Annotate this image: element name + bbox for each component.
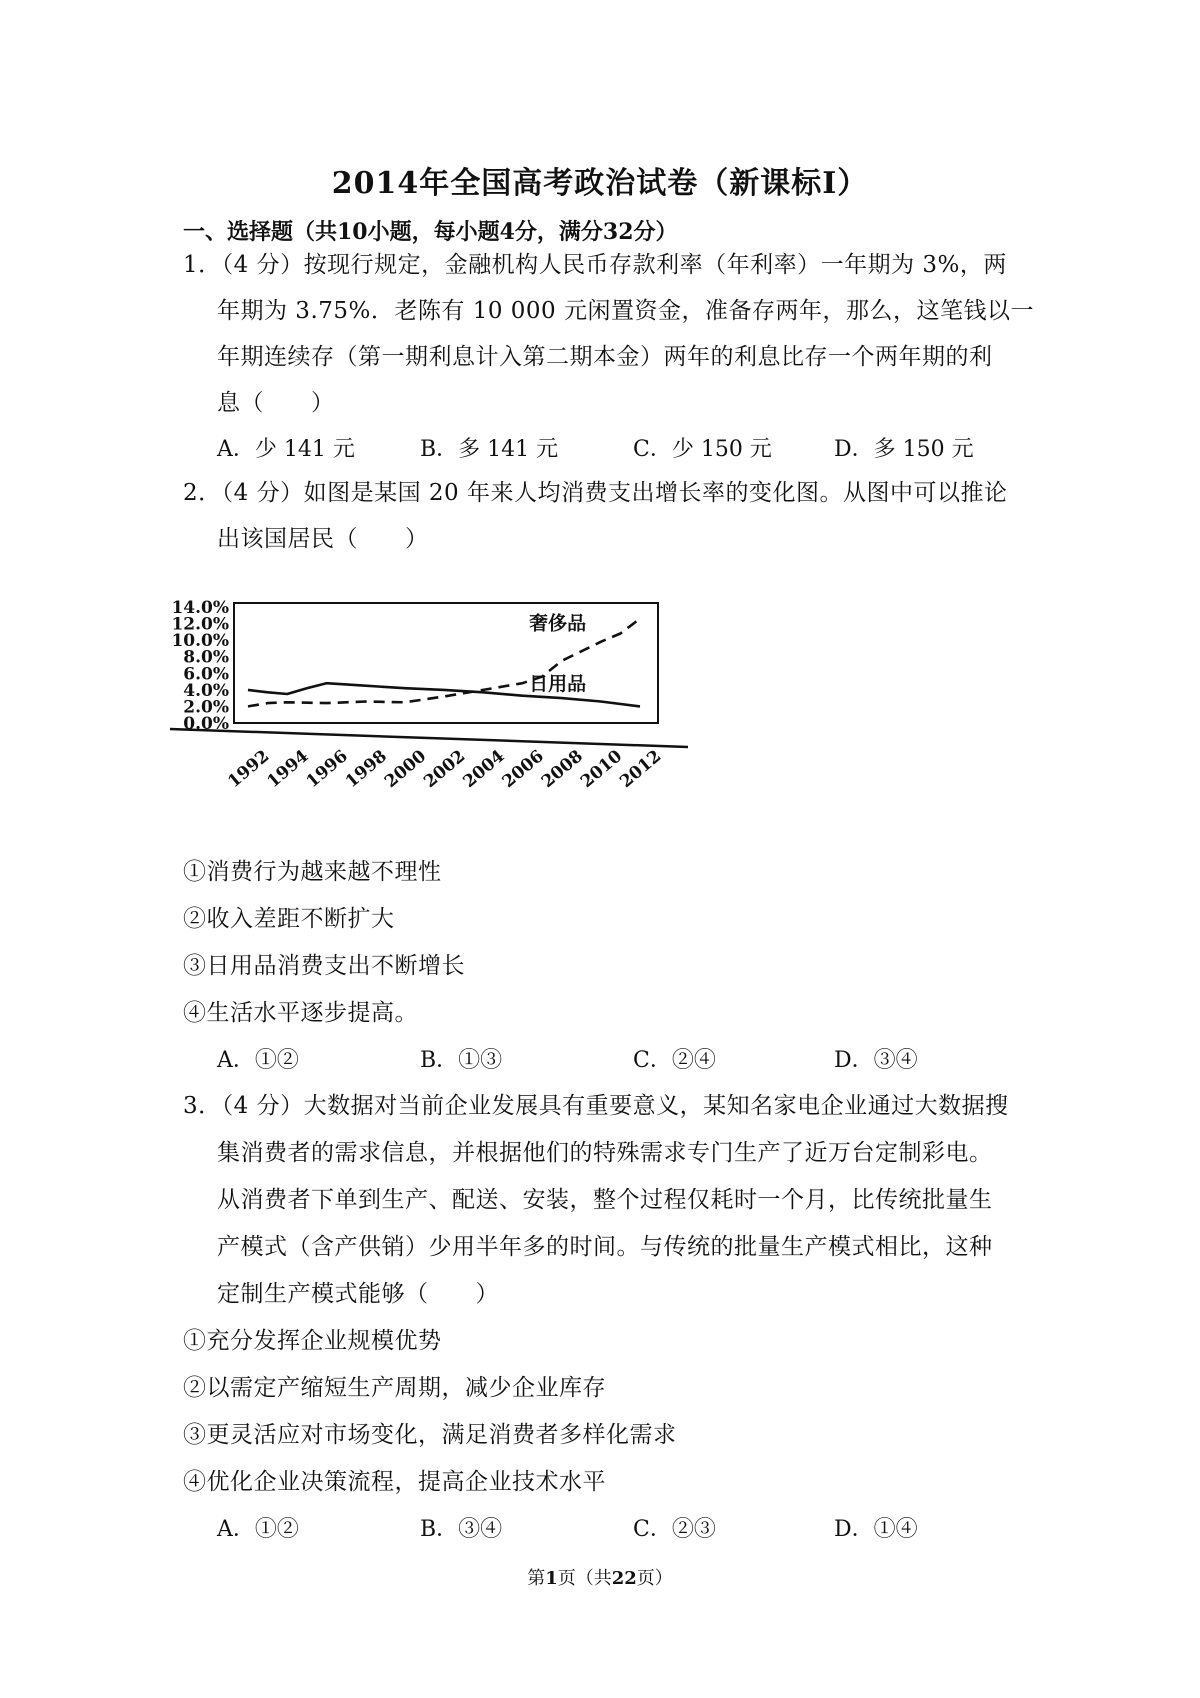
option-d: D．③④ [834, 1048, 918, 1073]
question-text-line: 2．（4 分）如图是某国 20 年来人均消费支出增长率的变化图。从图中可以推论 [183, 480, 1008, 506]
question-text-line: 息（ ） [217, 390, 335, 416]
option-c: C．②④ [633, 1048, 716, 1073]
y-tick-label: 4.0% [183, 680, 229, 701]
option-a: A．①② [217, 1517, 299, 1542]
series-label-daily: 日用品 [529, 672, 587, 695]
option-b: B．①③ [420, 1048, 503, 1073]
option-b: B．多 141 元 [420, 437, 559, 462]
question-text-line: 定制生产模式能够（ ） [217, 1281, 499, 1307]
footer-middle: 页（共 [557, 1568, 612, 1589]
page-footer [0, 1564, 1200, 1590]
chart-frame [170, 603, 688, 747]
x-tick-label: 2012 [616, 746, 666, 793]
y-tick-label: 6.0% [183, 664, 229, 685]
question-text-line: 年期为 3.75%．老陈有 10 000 元闲置资金，准备存两年，那么，这笔钱以一 [217, 298, 1034, 324]
x-tick-label: 2010 [577, 746, 627, 793]
footer-prefix: 第 [527, 1568, 546, 1589]
x-tick-label: 2008 [537, 746, 587, 793]
statement-2: ②以需定产缩短生产周期，减少企业库存 [183, 1375, 606, 1401]
question-text-line: 年期连续存（第一期利息计入第二期本金）两年的利息比存一个两年期的利 [217, 344, 993, 370]
statement-2: ②收入差距不断扩大 [183, 906, 395, 932]
statement-4: ④优化企业决策流程，提高企业技术水平 [183, 1469, 606, 1495]
y-tick-label: 14.0% [171, 598, 229, 618]
question-text-line: 1．（4 分）按现行规定，金融机构人民币存款利率（年利率）一年期为 3%，两 [183, 252, 1007, 278]
footer-page-number: 1 [545, 1568, 558, 1589]
series-label-luxury: 奢侈品 [529, 612, 587, 635]
y-tick-label: 8.0% [183, 647, 229, 668]
footer-total-pages: 22 [611, 1568, 637, 1589]
plot-border [234, 603, 658, 723]
x-tick-label: 2004 [459, 746, 509, 793]
statement-4: ④生活水平逐步提高。 [183, 1000, 418, 1026]
y-tick-label: 10.0% [171, 631, 229, 652]
question-text-line: 产模式（含产供销）少用半年多的时间。与传统的批量生产模式相比，这种 [217, 1234, 993, 1260]
option-a: A．①② [217, 1048, 299, 1073]
x-tick-label: 2002 [420, 746, 470, 793]
section-heading: 一、选择题（共10小题，每小题4分，满分32分） [183, 219, 678, 245]
option-c: C．②③ [633, 1517, 716, 1542]
x-axis-line [170, 729, 688, 747]
statement-1: ①消费行为越来越不理性 [183, 859, 442, 885]
statement-3: ③更灵活应对市场变化，满足消费者多样化需求 [183, 1422, 677, 1448]
question-text-line: 从消费者下单到生产、配送、安装，整个过程仅耗时一个月，比传统批量生 [217, 1187, 993, 1213]
y-tick-label: 0.0% [183, 714, 229, 734]
x-tick-label: 2006 [498, 746, 548, 793]
y-tick-label: 12.0% [171, 614, 229, 635]
option-b: B．③④ [420, 1517, 503, 1542]
footer-suffix: 页） [636, 1568, 673, 1589]
option-a: A．少 141 元 [217, 437, 355, 462]
consumption-growth-chart [171, 595, 738, 835]
option-c: C．少 150 元 [633, 437, 772, 462]
x-axis-ticks [224, 746, 665, 792]
statement-3: ③日用品消费支出不断增长 [183, 953, 465, 979]
statement-1: ①充分发挥企业规模优势 [183, 1328, 442, 1354]
question-text-line: 集消费者的需求信息，并根据他们的特殊需求专门生产了近万台定制彩电。 [217, 1140, 993, 1166]
y-axis-ticks [171, 598, 229, 734]
option-d: D．①④ [834, 1517, 918, 1542]
question-text-line: 出该国居民（ ） [217, 526, 429, 552]
x-tick-label: 2000 [381, 746, 431, 793]
page-title: 2014年全国高考政治试卷（新课标Ⅰ） [331, 166, 869, 201]
x-tick-label: 1998 [341, 746, 391, 793]
x-tick-label: 1992 [224, 746, 274, 793]
option-d: D．多 150 元 [834, 437, 974, 462]
question-text-line: 3．（4 分）大数据对当前企业发展具有重要意义，某知名家电企业通过大数据搜 [183, 1093, 1009, 1119]
x-tick-label: 1994 [263, 746, 313, 793]
y-tick-label: 2.0% [183, 697, 229, 718]
series-labels [529, 611, 586, 694]
x-tick-label: 1996 [302, 746, 352, 793]
